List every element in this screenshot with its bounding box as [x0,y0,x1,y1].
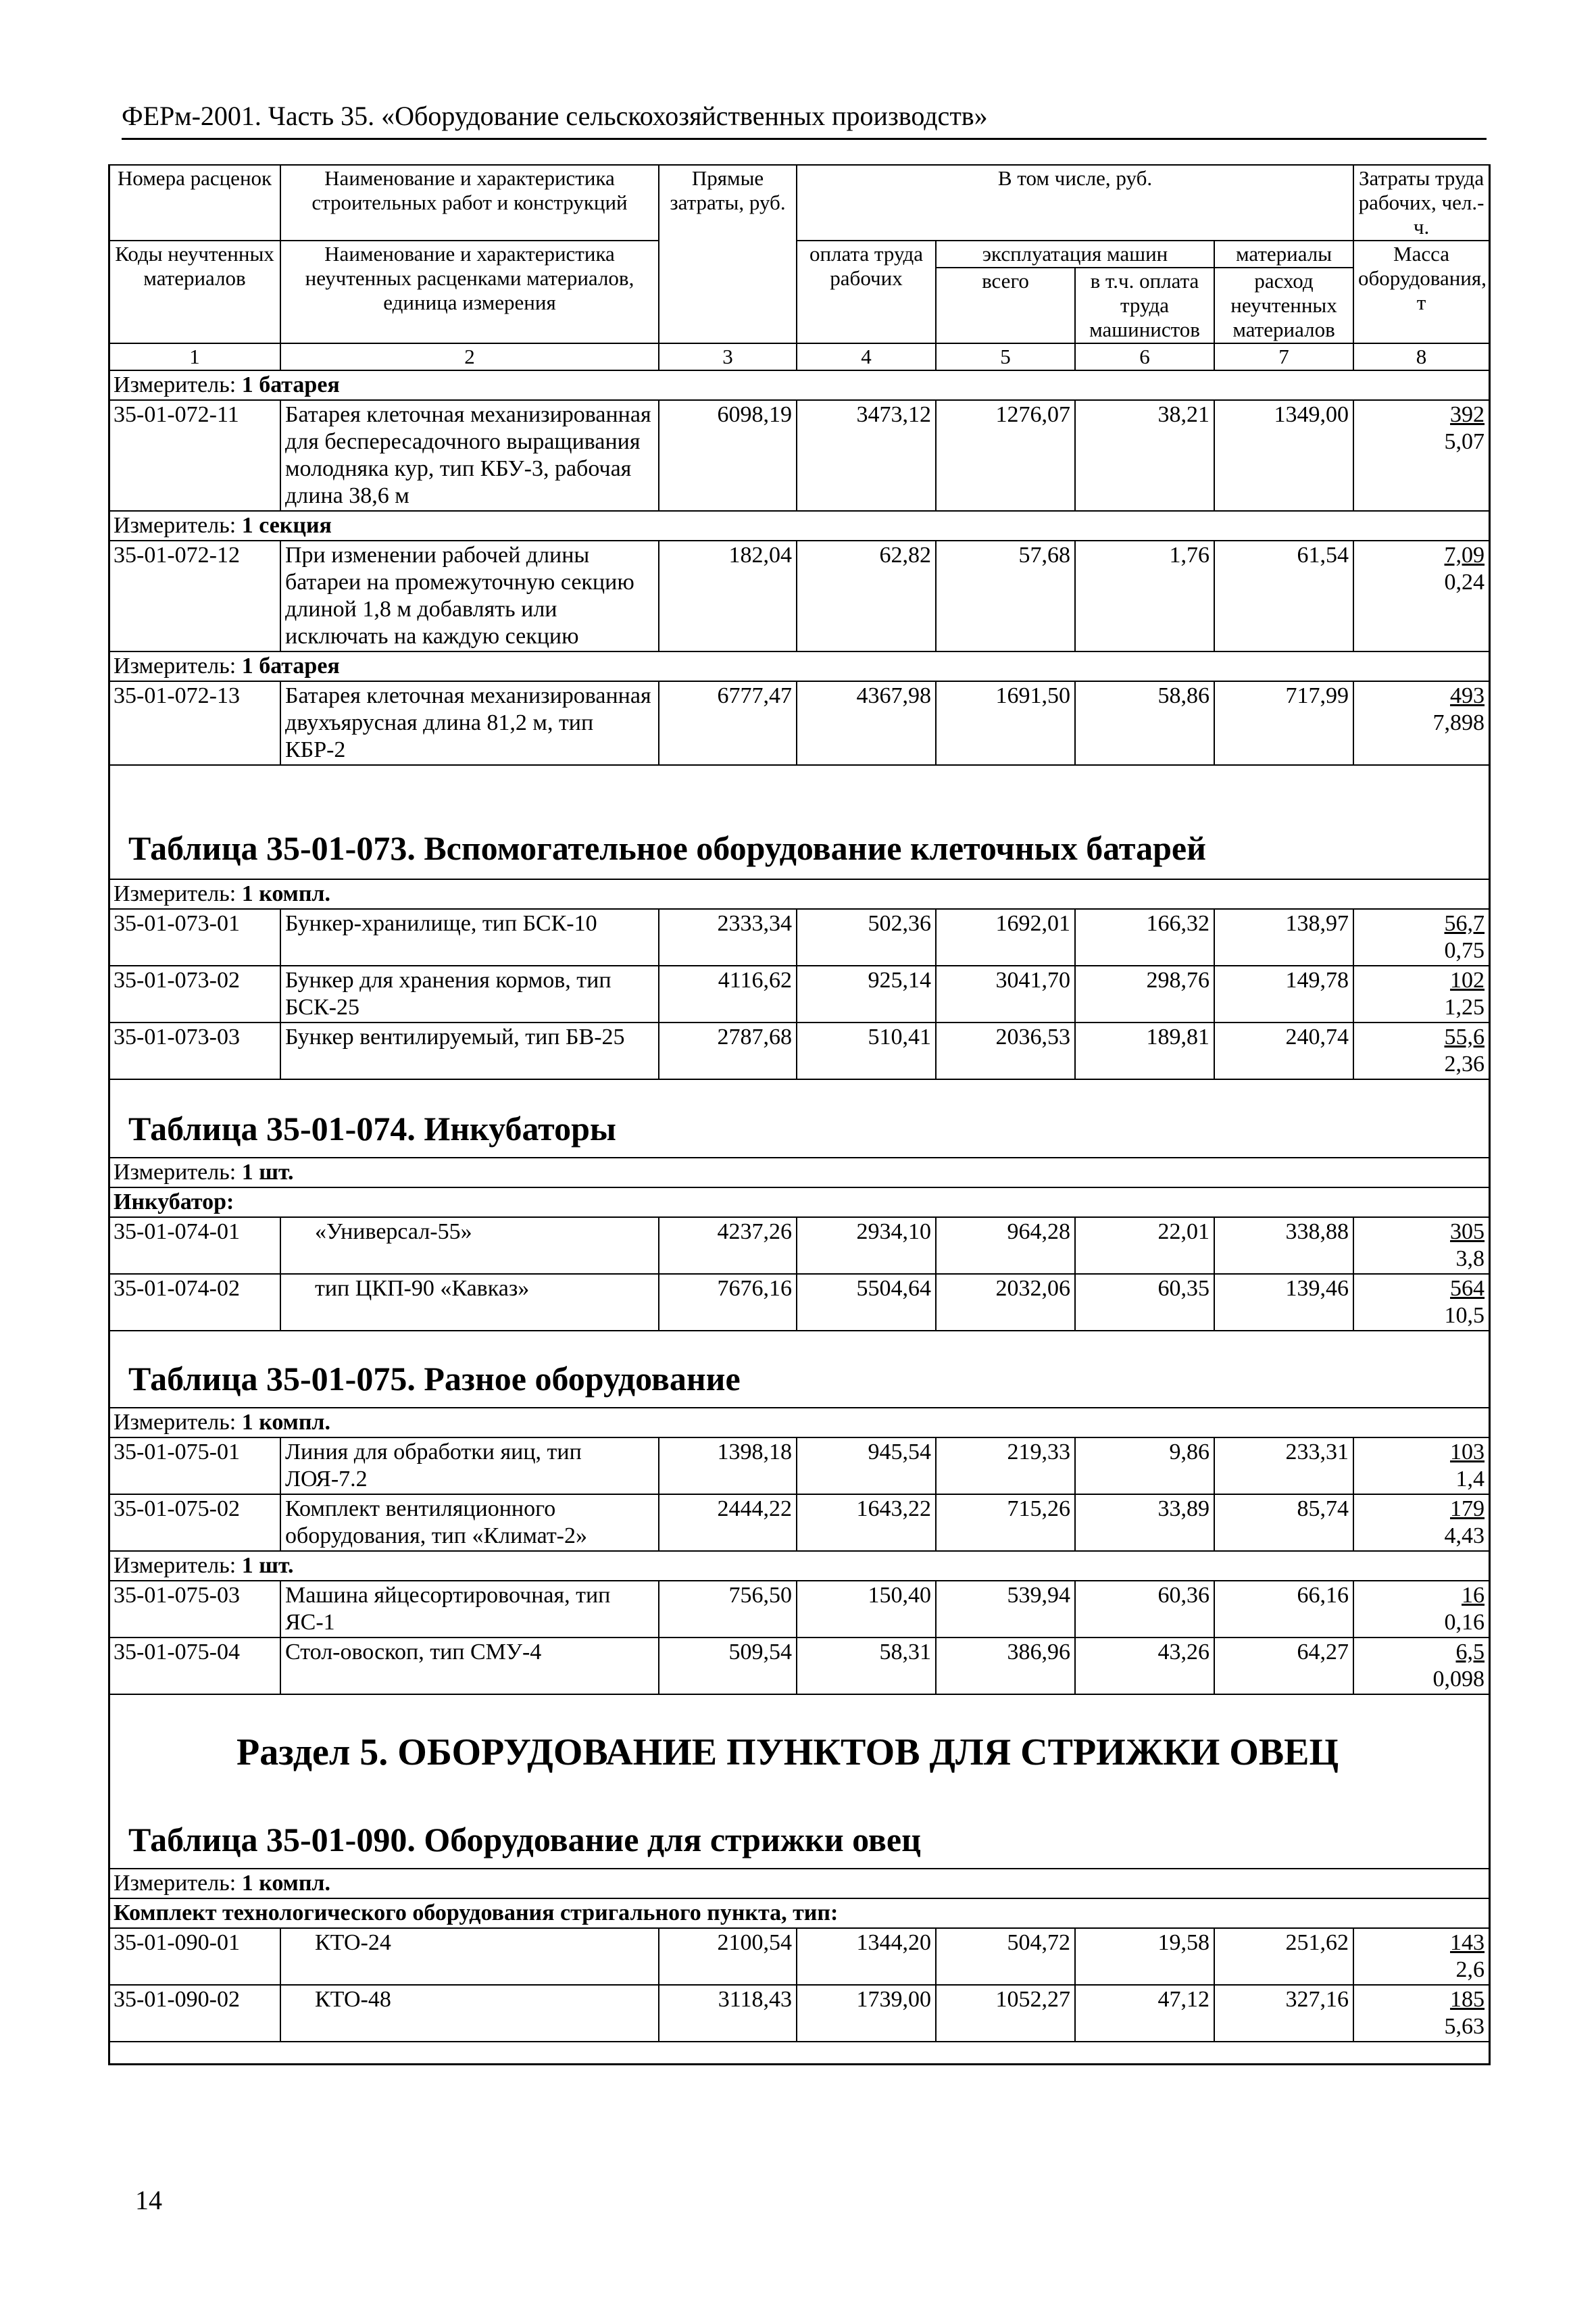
header-code-top: Номера расценок [109,165,280,241]
machines-labor: 58,86 [1075,681,1214,765]
labor-mass: 305 3,8 [1353,1217,1489,1274]
machines-labor: 298,76 [1075,966,1214,1023]
header-machines-total: всего [936,268,1075,343]
labor-mass: 392 5,07 [1353,400,1489,511]
materials: 233,31 [1214,1437,1353,1494]
group-label: Комплект технологического оборудования стригального пункта, тип: [109,1898,1489,1928]
rate-name: Бункер-хранилище, тип БСК-10 [280,909,659,966]
machines-total: 964,28 [936,1217,1075,1274]
header-machines: эксплуатация машин [936,241,1214,268]
table-row [109,1638,1489,1694]
header-code-bottom: Коды неучтенных материалов [109,241,280,343]
materials: 1349,00 [1214,400,1353,511]
meter-row [109,1408,1489,1437]
rate-code: 35-01-090-01 [109,1928,280,1985]
rate-code: 35-01-074-01 [109,1217,280,1274]
rate-code: 35-01-090-02 [109,1985,280,2042]
rate-name: Линия для обработки яиц, тип ЛОЯ-7.2 [280,1437,659,1494]
labor-mass: 56,7 0,75 [1353,909,1489,966]
rate-name: КТО-24 [280,1928,659,1985]
direct-costs: 6098,19 [659,400,797,511]
labor-pay: 945,54 [797,1437,936,1494]
table-title: Таблица 35-01-074. Инкубаторы [128,1110,616,1148]
table-title: Таблица 35-01-073. Вспомогательное оборудование клеточных батарей [128,829,1206,867]
table-row [109,966,1489,1023]
group-row [109,1898,1489,1928]
machines-labor: 189,81 [1075,1023,1214,1079]
direct-costs: 2444,22 [659,1494,797,1551]
meter-label: Измеритель: 1 компл. [109,1869,1489,1898]
col-number: 2 [280,343,659,370]
labor-mass: 493 7,898 [1353,681,1489,765]
part-title: Раздел 5. ОБОРУДОВАНИЕ ПУНКТОВ ДЛЯ СТРИЖКИ ОВЕЦ [236,1731,1339,1773]
rate-name: Бункер для хранения кормов, тип БСК-25 [280,966,659,1023]
table-35-01-090 [108,1868,1490,2042]
header-mass: Масса оборудования, т [1353,241,1489,343]
table-row [109,1985,1489,2042]
table-row [109,681,1489,765]
direct-costs: 7676,16 [659,1274,797,1331]
machines-total: 3041,70 [936,966,1075,1023]
table-row [109,1494,1489,1551]
materials: 61,54 [1214,541,1353,651]
header-machines-labor: в т.ч. оплата труда машинистов [1075,268,1214,343]
table-row [109,1581,1489,1638]
machines-labor: 38,21 [1075,400,1214,511]
machines-labor: 43,26 [1075,1638,1214,1694]
meter-label: Измеритель: 1 шт. [109,1551,1489,1581]
rate-code: 35-01-072-12 [109,541,280,651]
rate-name: Батарея клеточная механизированная двухъярусная длина 81,2 м, тип КБР-2 [280,681,659,765]
header-row-2 [109,241,1489,268]
machines-labor: 60,36 [1075,1581,1214,1638]
table-row [109,1023,1489,1079]
materials: 139,46 [1214,1274,1353,1331]
machines-total: 504,72 [936,1928,1075,1985]
header-row-1 [109,165,1489,241]
machines-total: 1692,01 [936,909,1075,966]
table-35-01-072 [108,164,1490,766]
materials: 85,74 [1214,1494,1353,1551]
col-number: 3 [659,343,797,370]
labor-pay: 150,40 [797,1581,936,1638]
direct-costs: 3118,43 [659,1985,797,2042]
machines-total: 57,68 [936,541,1075,651]
machines-total: 1052,27 [936,1985,1075,2042]
table-35-01-074 [108,1157,1490,1331]
labor-pay: 925,14 [797,966,936,1023]
machines-labor: 166,32 [1075,909,1214,966]
direct-costs: 2787,68 [659,1023,797,1079]
rate-name: При изменении рабочей длины батареи на промежуточную секцию длиной 1,8 м добавлять или исключать на каждую секцию [280,541,659,651]
materials: 66,16 [1214,1581,1353,1638]
meter-row [109,651,1489,681]
labor-mass: 6,5 0,098 [1353,1638,1489,1694]
labor-pay: 510,41 [797,1023,936,1079]
meter-row [109,1869,1489,1898]
direct-costs: 6777,47 [659,681,797,765]
rate-name: Стол-овоскоп, тип СМУ-4 [280,1638,659,1694]
rate-code: 35-01-072-11 [109,400,280,511]
rate-name: «Универсал-55» [280,1217,659,1274]
rate-name: Машина яйцесортировочная, тип ЯС-1 [280,1581,659,1638]
machines-labor: 19,58 [1075,1928,1214,1985]
table-row [109,1274,1489,1331]
table-title: Таблица 35-01-090. Оборудование для стрижки овец [128,1821,921,1858]
table-row [109,909,1489,966]
table-title: Таблица 35-01-075. Разное оборудование [128,1360,741,1398]
machines-labor: 9,86 [1075,1437,1214,1494]
col-number: 7 [1214,343,1353,370]
rate-code: 35-01-073-01 [109,909,280,966]
machines-labor: 60,35 [1075,1274,1214,1331]
meter-label: Измеритель: 1 секция [109,511,1489,541]
direct-costs: 1398,18 [659,1437,797,1494]
machines-total: 1691,50 [936,681,1075,765]
meter-label: Измеритель: 1 батарея [109,370,1489,400]
header-name-bottom: Наименование и характеристика неучтенных расценками материалов, единица измерения [280,241,659,343]
meter-row [109,1158,1489,1187]
labor-pay: 62,82 [797,541,936,651]
machines-labor: 47,12 [1075,1985,1214,2042]
rate-code: 35-01-073-02 [109,966,280,1023]
group-row [109,1187,1489,1217]
col-number: 8 [1353,343,1489,370]
labor-mass: 7,09 0,24 [1353,541,1489,651]
rate-name: Бункер вентилируемый, тип БВ-25 [280,1023,659,1079]
table-row [109,1928,1489,1985]
labor-mass: 16 0,16 [1353,1581,1489,1638]
meter-label: Измеритель: 1 компл. [109,879,1489,909]
table-35-01-075 [108,1407,1490,1695]
header-materials: материалы [1214,241,1353,268]
rate-code: 35-01-074-02 [109,1274,280,1331]
labor-mass: 185 5,63 [1353,1985,1489,2042]
table-35-01-073 [108,879,1490,1080]
machines-labor: 1,76 [1075,541,1214,651]
materials: 327,16 [1214,1985,1353,2042]
table-row [109,541,1489,651]
labor-pay: 2934,10 [797,1217,936,1274]
machines-total: 539,94 [936,1581,1075,1638]
labor-pay: 502,36 [797,909,936,966]
direct-costs: 4237,26 [659,1217,797,1274]
rate-name: Комплект вентиляционного оборудования, тип «Климат-2» [280,1494,659,1551]
labor-pay: 4367,98 [797,681,936,765]
table-row [109,400,1489,511]
meter-label: Измеритель: 1 батарея [109,651,1489,681]
direct-costs: 2333,34 [659,909,797,966]
labor-mass: 102 1,25 [1353,966,1489,1023]
header-name-top: Наименование и характеристика строительных работ и конструкций [280,165,659,241]
machines-total: 219,33 [936,1437,1075,1494]
materials: 251,62 [1214,1928,1353,1985]
meter-row [109,511,1489,541]
materials: 240,74 [1214,1023,1353,1079]
direct-costs: 2100,54 [659,1928,797,1985]
labor-mass: 179 4,43 [1353,1494,1489,1551]
meter-label: Измеритель: 1 шт. [109,1158,1489,1187]
labor-mass: 103 1,4 [1353,1437,1489,1494]
rate-code: 35-01-075-03 [109,1581,280,1638]
labor-pay: 3473,12 [797,400,936,511]
labor-pay: 1739,00 [797,1985,936,2042]
group-label: Инкубатор: [109,1187,1489,1217]
meter-row [109,370,1489,400]
machines-total: 2032,06 [936,1274,1075,1331]
labor-mass: 55,6 2,36 [1353,1023,1489,1079]
meter-label: Измеритель: 1 компл. [109,1408,1489,1437]
labor-mass: 143 2,6 [1353,1928,1489,1985]
col-number: 6 [1075,343,1214,370]
rate-code: 35-01-075-01 [109,1437,280,1494]
materials: 64,27 [1214,1638,1353,1694]
rate-name: Батарея клеточная механизированная для беспересадочного выращивания молодняка кур, тип КБУ-3, рабочая длина 38,6 м [280,400,659,511]
page-number: 14 [135,2185,162,2215]
rate-code: 35-01-073-03 [109,1023,280,1079]
rate-code: 35-01-075-02 [109,1494,280,1551]
rate-name: КТО-48 [280,1985,659,2042]
machines-labor: 33,89 [1075,1494,1214,1551]
page-header: ФЕРм-2001. Часть 35. «Оборудование сельскохозяйственных производств» [122,100,1487,140]
labor-pay: 1344,20 [797,1928,936,1985]
direct-costs: 756,50 [659,1581,797,1638]
machines-total: 1276,07 [936,400,1075,511]
machines-total: 715,26 [936,1494,1075,1551]
labor-pay: 1643,22 [797,1494,936,1551]
machines-total: 2036,53 [936,1023,1075,1079]
meter-row [109,1551,1489,1581]
rate-code: 35-01-072-13 [109,681,280,765]
col-number: 1 [109,343,280,370]
materials: 138,97 [1214,909,1353,966]
materials: 338,88 [1214,1217,1353,1274]
meter-row [109,879,1489,909]
table-row [109,1217,1489,1274]
direct-costs: 4116,62 [659,966,797,1023]
header-direct: Прямые затраты, руб. [659,165,797,343]
header-incl: В том числе, руб. [797,165,1353,241]
labor-pay: 5504,64 [797,1274,936,1331]
direct-costs: 509,54 [659,1638,797,1694]
rate-code: 35-01-075-04 [109,1638,280,1694]
machines-total: 386,96 [936,1638,1075,1694]
labor-mass: 564 10,5 [1353,1274,1489,1331]
header-materials-sub: расход неучтенных материалов [1214,268,1353,343]
materials: 149,78 [1214,966,1353,1023]
header-numbers-row [109,343,1489,370]
table-row [109,1437,1489,1494]
direct-costs: 182,04 [659,541,797,651]
machines-labor: 22,01 [1075,1217,1214,1274]
header-labor-pay: оплата труда рабочих [797,241,936,343]
col-number: 4 [797,343,936,370]
rate-name: тип ЦКП-90 «Кавказ» [280,1274,659,1331]
labor-pay: 58,31 [797,1638,936,1694]
header-costs: Затраты труда рабочих, чел.-ч. [1353,165,1489,241]
col-number: 5 [936,343,1075,370]
materials: 717,99 [1214,681,1353,765]
